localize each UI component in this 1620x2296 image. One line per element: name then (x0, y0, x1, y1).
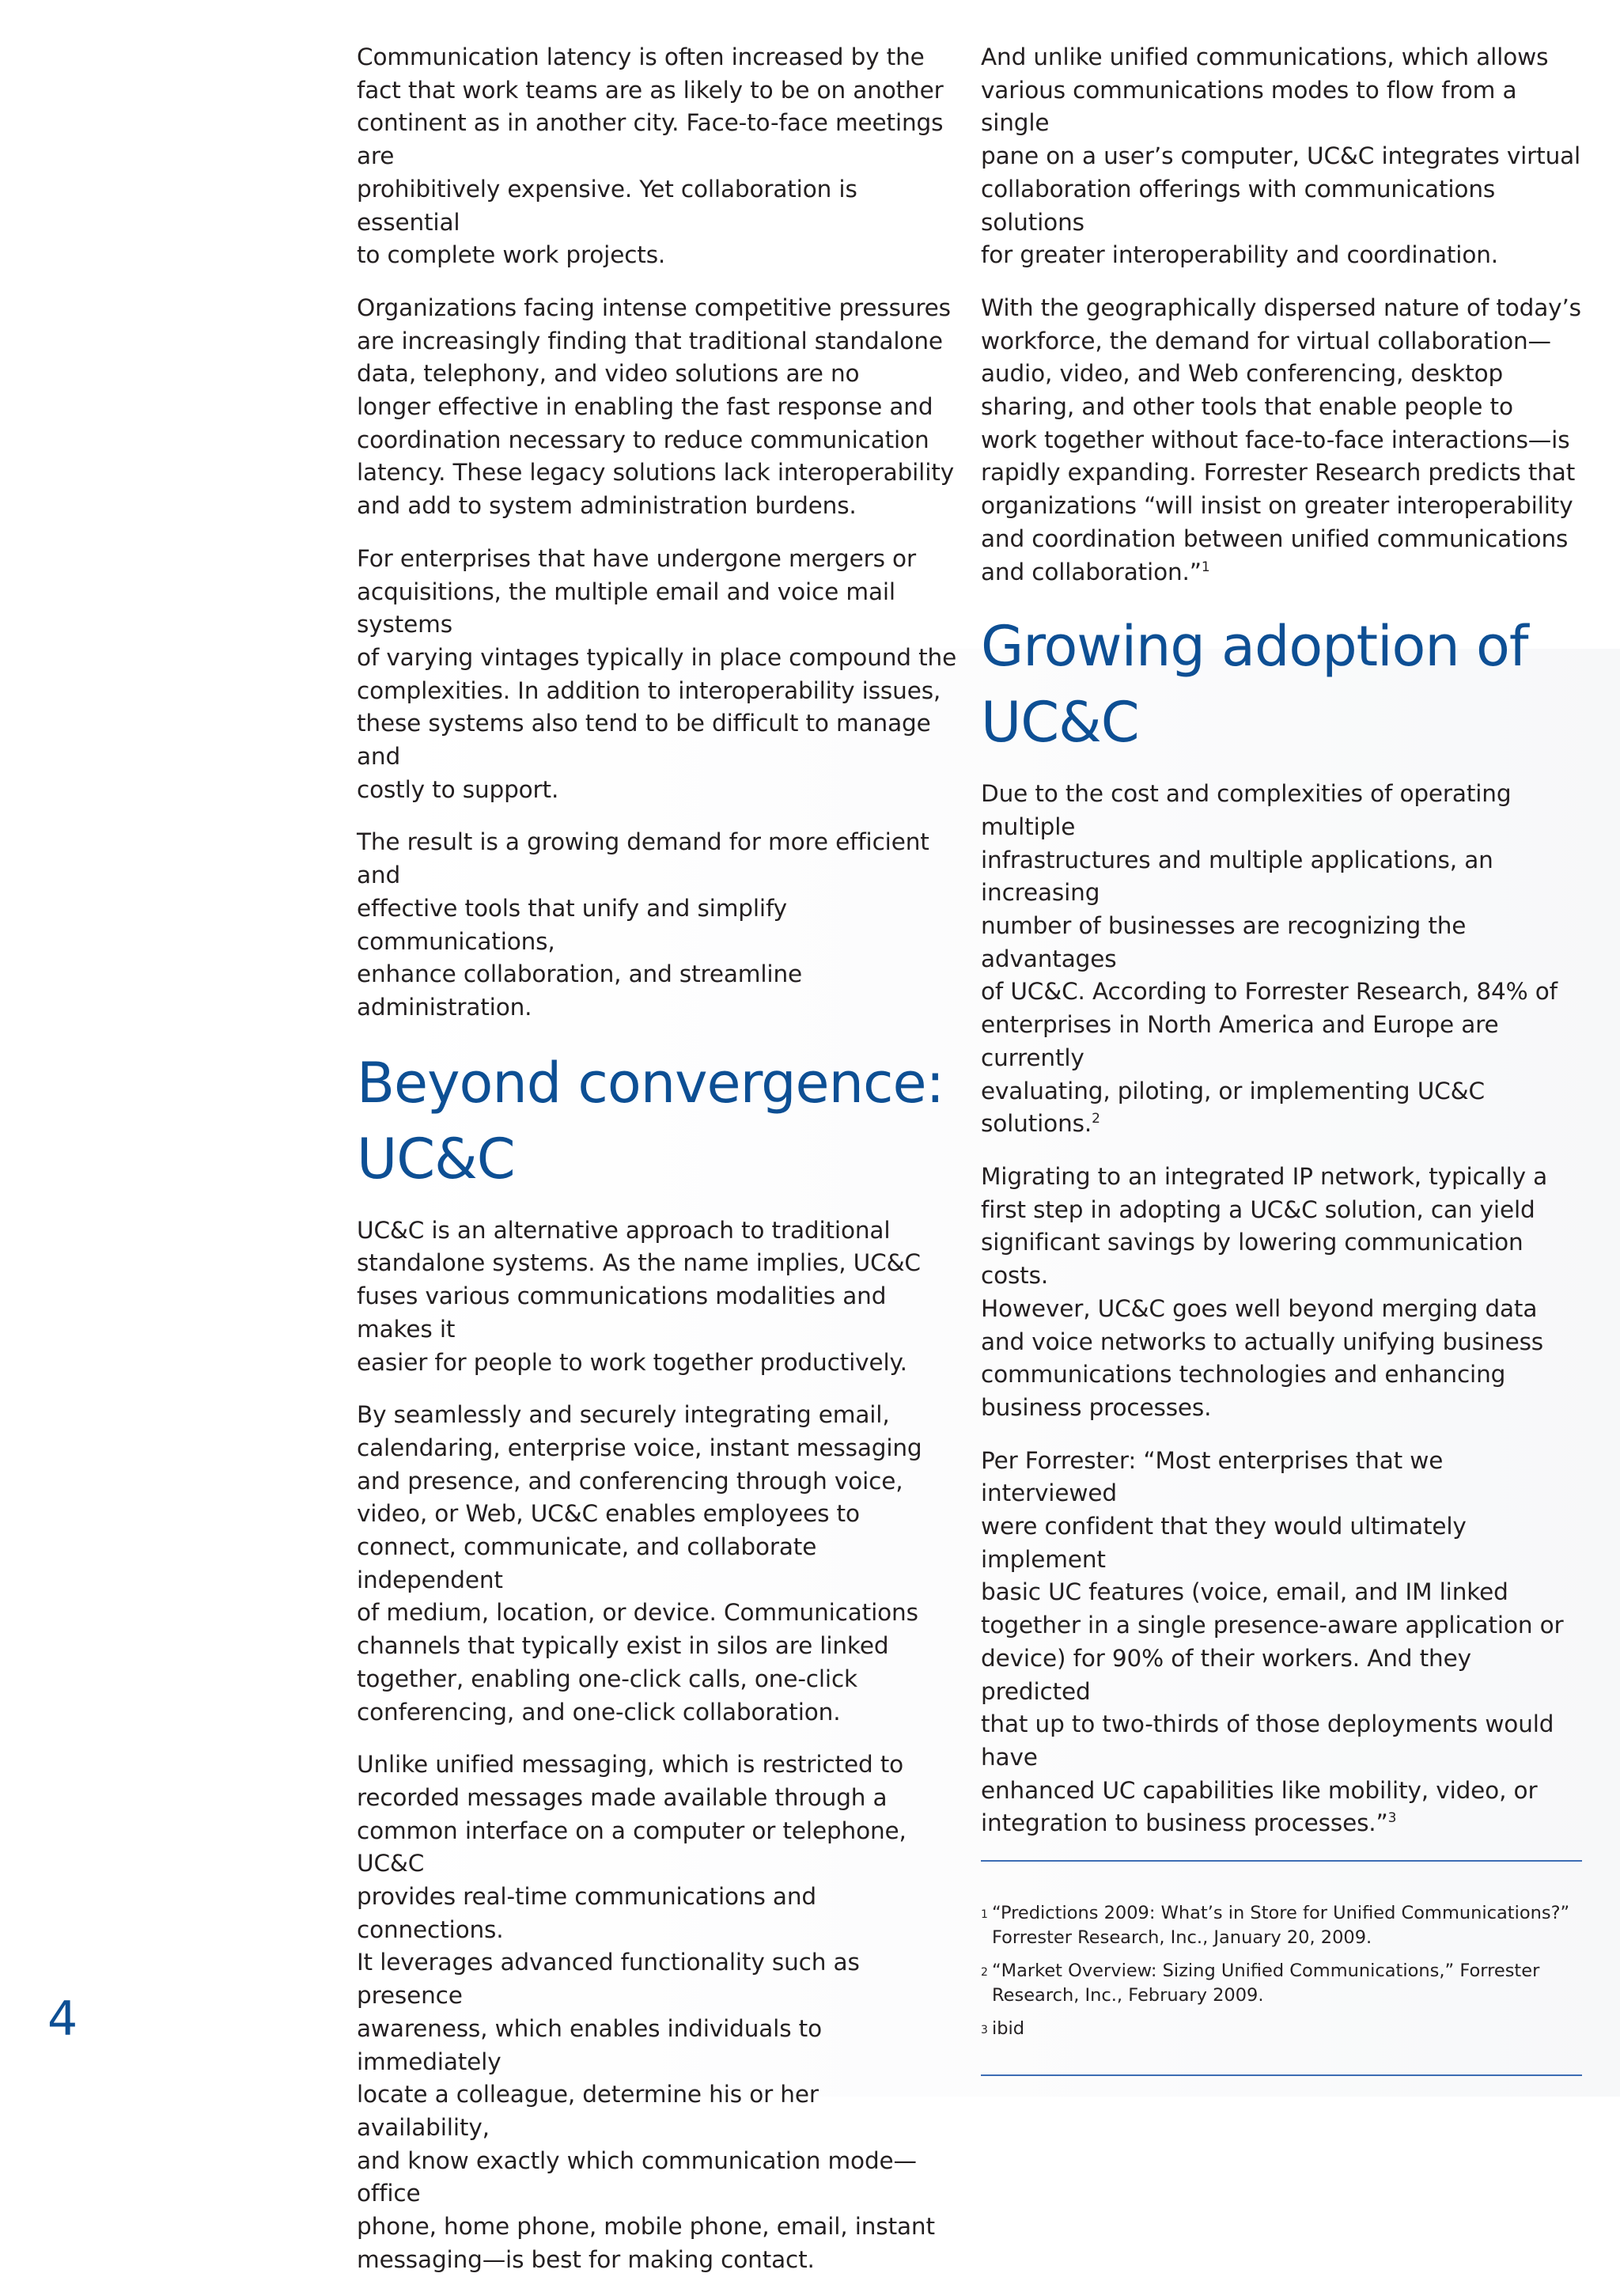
section-heading-growing-adoption: Growing adoption of UC&C (981, 614, 1528, 756)
footnote-number: 2 (981, 1966, 988, 1980)
footnote-ref-1: 1 (1201, 559, 1210, 575)
left-paragraph-4: The result is a growing demand for more efficient and effective tools that unify and simplify communications, enhance collaboration, and streamline administration. (357, 828, 929, 1021)
footnote-text: “Predictions 2009: What’s in Store for Unified Communications?” Forrester Research, Inc., January 20, 2009. (992, 1903, 1570, 1948)
right-paragraph-4: Migrating to an integrated IP network, typically a first step in adopting a UC&C solution, can yield significant savings by lowering communication costs. However, UC&C goes well beyond merging data and voice networks to actually unifying business communications technologies and enhancing business processes. (981, 1162, 1548, 1421)
right-paragraph-5-text: Per Forrester: “Most enterprises that we interviewed were confident that they would ultimately implement basic UC features (voice, email, and IM linked together in a single presence-aware application or device) for 90% of their workers. And they predicted that up to two-thirds of those deployments would have enhanced UC capabilities like mobility, video, or integration to business processes.” (981, 1446, 1564, 1837)
footnote-text: ibid (992, 2018, 1025, 2040)
left-column (357, 41, 958, 2296)
footnote-ref-2: 2 (1092, 1111, 1100, 1127)
right-column (981, 41, 1582, 2076)
footnote-1 (981, 1901, 1582, 1949)
left-paragraph-6: By seamlessly and securely integrating email, calendaring, enterprise voice, instant messaging and presence, and conferencing through voice, video, or Web, UC&C enables employees to connect, communicate, and collaborate independent of medium, location, or device. Communications channels that typically exist in silos are linked together, enabling one-click calls, one-click conferencing, and one-click collaboration. (357, 1401, 922, 1726)
right-paragraph-3-text: Due to the cost and complexities of operating multiple infrastructures and multiple applications, an increasing number of businesses are recognizing the advantages of UC&C. According to Forrester Research, 84% of enterprises in North America and Europe are currently evaluating, piloting, or implementing UC&C solutions. (981, 780, 1558, 1138)
section-heading-beyond-convergence: Beyond convergence: UC&C (357, 1050, 944, 1192)
left-paragraph-3: For enterprises that have undergone mergers or acquisitions, the multiple email and voice mail systems of varying vintages typically in place compound the complexities. In addition to interoperability issues, these systems also tend to be difficult to manage and costly to support. (357, 544, 957, 803)
footnote-3 (981, 2017, 1582, 2043)
footnote-number: 1 (981, 1908, 988, 1922)
right-paragraph-1: And unlike unified communications, which allows various communications modes to flow from a single pane on a user’s computer, UC&C integrates virtual collaboration offerings with communications solutions for greater interoperability and coordination. (981, 44, 1581, 269)
page-number: 4 (47, 1991, 78, 2047)
left-paragraph-1: Communication latency is often increased by the fact that work teams are as likely to be on another continent as in another city. Face-to-face meetings are prohibitively expensive. Yet collaboration is essential to complete work projects. (357, 44, 944, 269)
right-paragraph-3 (981, 778, 1582, 1141)
footnote-2 (981, 1959, 1582, 2007)
footnotes (981, 1862, 1582, 2074)
left-paragraph-7: Unlike unified messaging, which is restricted to recorded messages made available through a common interface on a computer or telephone, UC&C provides real-time communications and connections. It leverages advanced functionality such as presence awareness, which enables individuals to immediately locate a colleague, determine his or her availability, and know exactly which communication mode—office phone, home phone, mobile phone, email, instant messaging—is best for making contact. (357, 1751, 935, 2273)
left-paragraph-5: UC&C is an alternative approach to traditional standalone systems. As the name implies, UC&C fuses various communications modalities and makes it easier for people to work together productively. (357, 1216, 921, 1376)
footnote-ref-3: 3 (1387, 1810, 1397, 1827)
footnote-number: 3 (981, 2024, 988, 2037)
footnote-text: “Market Overview: Sizing Unified Communications,” Forrester Research, Inc., February 2009. (992, 1961, 1540, 2006)
footnotes-bottom-rule (981, 2074, 1582, 2076)
right-paragraph-5 (981, 1445, 1582, 1840)
left-paragraph-2: Organizations facing intense competitive pressures are increasingly finding that traditional standalone data, telephony, and video solutions are no longer effective in enabling the fast response and coordination necessary to reduce communication latency. These legacy solutions lack interoperability and add to system administration burdens. (357, 294, 955, 520)
right-paragraph-2 (981, 292, 1582, 589)
right-paragraph-2-text: With the geographically dispersed nature of today’s workforce, the demand for virtual collaboration— audio, video, and Web conferencing, desktop sharing, and other tools that enable people to work together without face-to-face interactions—is rapidly expanding. Forrester Research predicts that organizations “will insist on greater interoperability and coordination between unified communications and collaboration.” (981, 294, 1581, 585)
